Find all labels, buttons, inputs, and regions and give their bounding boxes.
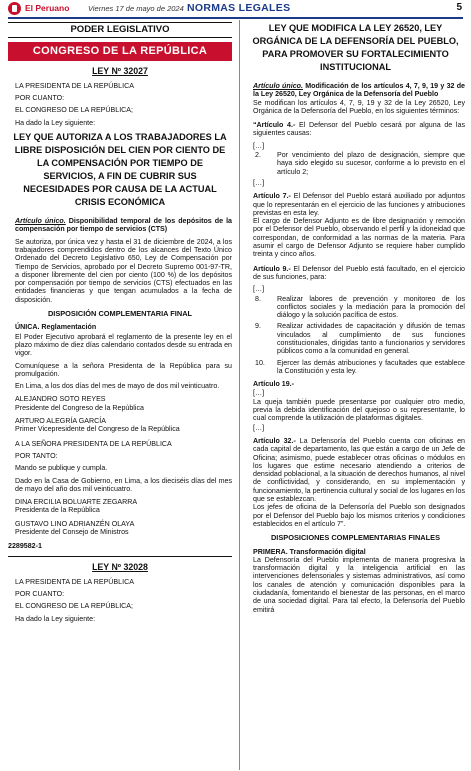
comuniquese-text: Comuníquese a la señora Presidenta de la República para su promulgación. xyxy=(15,361,232,378)
item-number: 2. xyxy=(255,151,261,160)
unica-body: El Poder Ejecutivo aprobará el reglamento de la presente ley en el plazo máximo de diez días calendario contados desde su entrada en vigor. xyxy=(15,332,232,358)
signer-role: Presidente del Consejo de Ministros xyxy=(15,527,129,536)
item-number: 8. xyxy=(255,294,261,303)
text-line: Mando se publique y cumpla. xyxy=(15,464,108,473)
text-line: A LA SEÑORA PRESIDENTA DE LA REPÚBLICA xyxy=(15,439,172,448)
text-line: LA PRESIDENTA DE LA REPÚBLICA xyxy=(15,81,134,90)
article-4-label: “Artículo 4.- xyxy=(253,121,296,130)
law-divider xyxy=(8,556,232,557)
header-rule xyxy=(8,17,463,19)
section-title: NORMAS LEGALES xyxy=(187,2,291,14)
page-header xyxy=(0,0,471,18)
text-line: LA PRESIDENTA DE LA REPÚBLICA xyxy=(15,577,134,586)
primera-heading: PRIMERA. Transformación digital xyxy=(253,547,366,556)
article-32-body: La Defensoría del Pueblo cuenta con oficinas en cada capital de departamento, las que están a cargo de un Jefe de Oficina; asimismo, puede establecer otras oficinas o módulos en los lugares que estime necesario atendiendo a criterios de densidad poblacional, a la situación de derechos humanos, al nivel de conflictividad, y considerando, en su implementación y funcionamiento, la pertinencia cultural y social de los lugares en los que se establezcan. xyxy=(253,436,466,504)
congress-banner: CONGRESO DE LA REPÚBLICA xyxy=(8,42,232,60)
publication-code: 2289582-1 xyxy=(8,542,42,551)
article-head-text: Disponibilidad temporal de los depósitos de la compensación por tiempo de servicios (CTS) xyxy=(15,217,232,234)
article-32-body-2: Los jefes de oficina de la Defensoría del Pueblo son designados por el Defensor del Pueblo bajo los mismos criterios y condiciones establecidos en el artículo 7”. xyxy=(253,503,465,528)
dispositions-title: DISPOSICIONES COMPLEMENTARIAS FINALES xyxy=(270,533,441,543)
law-title: LEY QUE AUTORIZA A LOS TRABAJADORES LA LIBRE DISPOSICIÓN DEL CIEN POR CIENTO DE LA COMPENSACIÓN POR TIEMPO DE SERVICIOS, A FIN DE CUBRIR SUS NECESIDADES POR CAUSA DE LA ACTUAL CRISIS ECONÓMICA xyxy=(13,132,227,208)
law-number: LEY Nº 32027 xyxy=(92,65,148,76)
article-body: Se modifican los artículos 4, 7, 9, 19 y 32 de la Ley 26520, Ley Orgánica de la Defensoría del Pueblo, en los siguientes términos: xyxy=(253,98,465,115)
el-peruano-logo-icon xyxy=(8,2,21,15)
law-number: LEY Nº 32028 xyxy=(92,561,148,572)
article-head-text: Modificación de los artículos 4, 7, 9, 19 y 32 de la Ley 26520, Ley Orgánica de la Defensoría del Pueblo xyxy=(253,82,465,99)
signer-name: ARTURO ALEGRÍA GARCÍA xyxy=(15,417,106,426)
article-9-label: Artículo 9.- xyxy=(253,264,291,273)
article-heading xyxy=(8,217,232,234)
text-line: Ha dado la Ley siguiente: xyxy=(15,118,96,127)
article-19-label xyxy=(246,380,465,388)
text-line: POR TANTO: xyxy=(15,451,58,460)
list-item xyxy=(246,322,465,355)
ellipsis: […] xyxy=(253,388,265,397)
article-label: Artículo único. xyxy=(253,82,303,90)
signature-block xyxy=(15,417,232,434)
brand-name: El Peruano xyxy=(25,3,70,13)
article-19-label-text: Artículo 19.- xyxy=(253,380,294,389)
list-item xyxy=(246,359,465,376)
article-4-body: El Defensor del Pueblo cesará por alguna de las siguientes causas: xyxy=(253,121,465,138)
page-number: 5 xyxy=(456,2,462,13)
primera-body: La Defensoría del Pueblo implementa de manera progresiva la transformación digital y la inteligencia artificial en las intervenciones defensoriales y sistemas administrativos, así como los canales de atención y comunicación disponibles para la ciudadanía, fomentando el bienestar de las personas, en el marco de una sociedad digital. Para tal efecto, la Defensoría del Pueblo emitirá xyxy=(253,555,465,614)
item-number: 9. xyxy=(255,322,261,331)
list-item xyxy=(246,151,465,176)
item-text: Ejercer las demás atribuciones y facultades que establece la Constitución y esta ley. xyxy=(277,358,465,375)
article-4 xyxy=(246,121,465,138)
article-label: Artículo único. xyxy=(15,217,66,226)
unica-heading: ÚNICA. Reglamentación xyxy=(15,323,97,332)
text-line: Ha dado la Ley siguiente: xyxy=(15,614,96,623)
text-line: EL CONGRESO DE LA REPÚBLICA; xyxy=(15,106,134,115)
signer-role: Primer Vicepresidente del Congreso de la República xyxy=(15,425,180,434)
text-line: POR CUANTO: xyxy=(15,94,65,103)
disposition-title: DISPOSICIÓN COMPLEMENTARIA FINAL xyxy=(47,309,193,319)
article-19-body: La queja también puede presentarse por cualquier otro medio, previa la debida identificación del quejoso o su representante, lo cual comprende la utilización de plataformas digitales. xyxy=(253,397,465,423)
item-text: Realizar actividades de capacitación y difusión de temas vinculados al cumplimiento de sus funciones constitucionales, dirigidas tanto a funcionarios y servidores públicos como a la comunidad en general. xyxy=(277,322,465,356)
right-column xyxy=(246,22,465,618)
list-item xyxy=(246,295,465,320)
article-9 xyxy=(246,265,465,282)
lima-date-text: En Lima, a los dos días del mes de mayo de dos mil veinticuatro. xyxy=(15,382,220,391)
text-line: POR CUANTO: xyxy=(15,590,65,599)
issue-date: Viernes 17 de mayo de 2024 xyxy=(88,4,184,13)
article-9-body: El Defensor del Pueblo está facultado, en el ejercicio de sus funciones, para: xyxy=(253,264,465,281)
ellipsis: […] xyxy=(253,178,265,187)
article-7-body-2: El cargo de Defensor Adjunto es de libre designación y remoción por el Defensor del Pueblo, observando el perfil y la idoneidad que correspondan, de conformidad a las normas de la materia. Para asumir el cargo de Defensor Adjunto se requiere haber cumplido treinta y cinco años. xyxy=(253,217,465,259)
section-heading: PODER LEGISLATIVO xyxy=(8,22,232,38)
dado-text: Dado en la Casa de Gobierno, en Lima, a los dieciséis días del mes de mayo del año dos mil veinticuatro. xyxy=(15,476,232,493)
item-number: 10. xyxy=(255,358,265,367)
signer-name: ALEJANDRO SOTO REYES xyxy=(15,395,106,404)
signer-name: GUSTAVO LINO ADRIANZÉN OLAYA xyxy=(15,519,135,528)
left-column xyxy=(8,22,232,627)
ellipsis: […] xyxy=(253,141,265,150)
item-text: Realizar labores de prevención y monitoreo de los conflictos sociales y la mediación para la promoción del diálogo y la solución pacífica de estos. xyxy=(277,294,465,320)
signer-role: Presidente del Congreso de la República xyxy=(15,403,144,412)
article-body: Se autoriza, por única vez y hasta el 31 de diciembre de 2024, a los trabajadores comprendidos dentro de los alcances del Texto Único Ordenado del Decreto Legislativo 650, Ley de Compensación por Tiempo de Servicios, aprobado por el Decreto Supremo 001-97-TR, a disponer libremente del cien por ciento (100 %) de los depósitos por compensación por tiempo de servicios (CTS) efectuados en las entidades financieras y que tengan acumulados a la fecha de disposición. xyxy=(15,237,232,304)
article-7-body: El Defensor del Pueblo estará auxiliado por adjuntos que lo representarán en el ejercicio de las funciones y atribuciones previstas en esta ley. xyxy=(253,192,465,217)
item-text: Por vencimiento del plazo de designación, siempre que haya sido elegido su sucesor, conforme a lo previsto en el artículo 2; xyxy=(277,151,465,176)
ellipsis: […] xyxy=(253,423,265,432)
law-title: LEY QUE MODIFICA LA LEY 26520, LEY ORGÁNICA DE LA DEFENSORÍA DEL PUEBLO, PARA PROMOVER SU FORTALECIMIENTO INSTITUCIONAL xyxy=(252,23,459,72)
signature-block xyxy=(15,498,232,515)
article-32 xyxy=(246,437,465,503)
article-7-label: Artículo 7.- xyxy=(253,192,291,201)
signature-block xyxy=(15,395,232,412)
column-divider xyxy=(239,20,240,770)
article-7 xyxy=(246,192,465,217)
signer-role: Presidenta de la República xyxy=(15,506,100,515)
signer-name: DINA ERCILIA BOLUARTE ZEGARRA xyxy=(15,498,138,507)
text-line: EL CONGRESO DE LA REPÚBLICA; xyxy=(15,602,134,611)
ellipsis: […] xyxy=(253,285,265,294)
article-32-label: Artículo 32.- xyxy=(253,436,296,445)
signature-block xyxy=(15,520,232,537)
article-heading xyxy=(246,82,465,99)
